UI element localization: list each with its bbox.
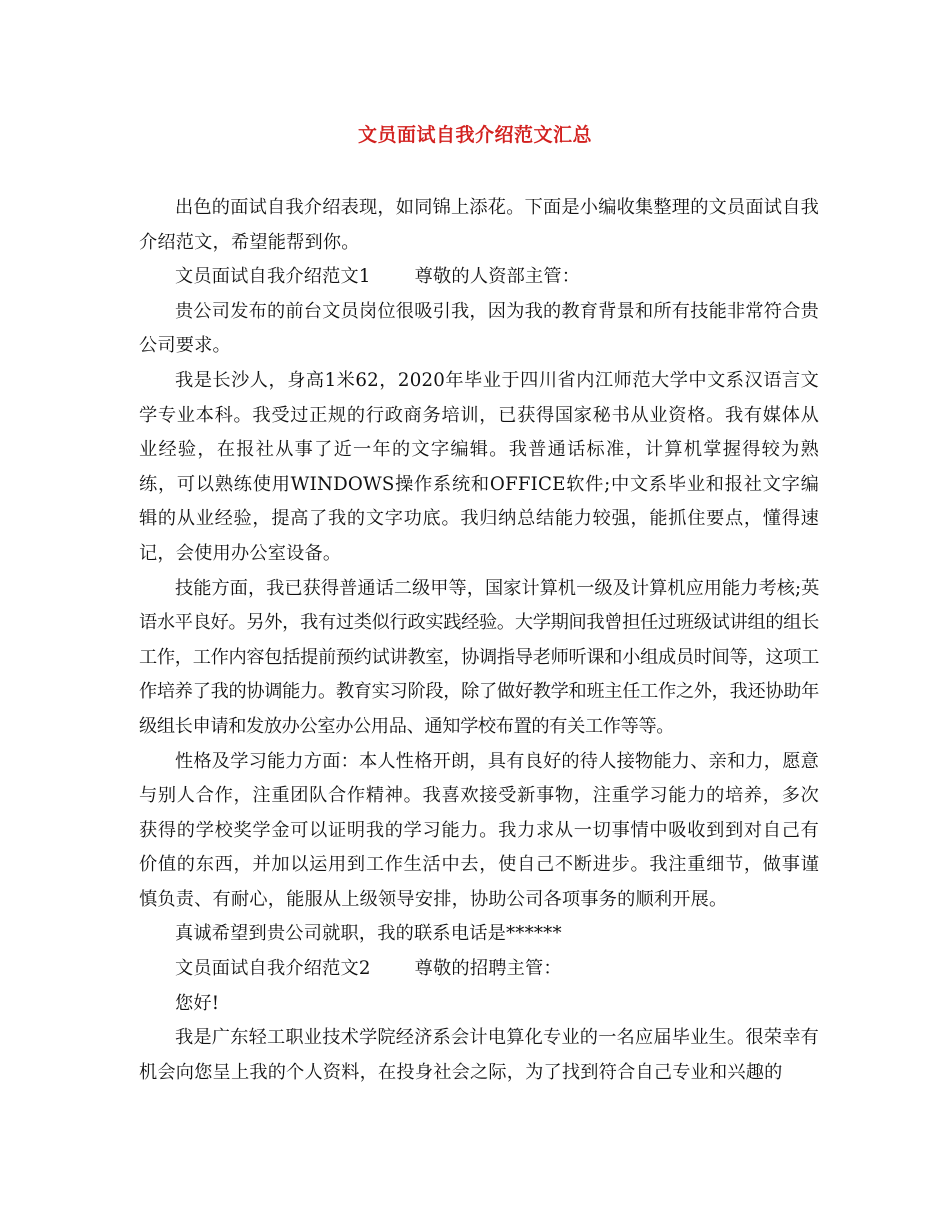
section2-greeting: 您好!: [175, 992, 220, 1014]
document-body: [139, 191, 819, 1090]
section2-heading-line: [139, 952, 819, 987]
document-title: 文员面试自我介绍范文汇总: [357, 124, 592, 146]
intro-paragraph: 出色的面试自我介绍表现，如同锦上添花。下面是小编收集整理的文员面试自我介绍范文，希望能帮到你。: [139, 197, 819, 253]
section1-paragraph-1: 贵公司发布的前台文员岗位很吸引我，因为我的教育背景和所有技能非常符合贵公司要求。: [139, 300, 819, 357]
section2-heading: 文员面试自我介绍范文2: [175, 958, 371, 980]
section1-salutation: 尊敬的人资部主管：: [414, 266, 581, 288]
section1-heading: 文员面试自我介绍范文1: [175, 266, 371, 288]
section2-paragraph-1: 我是广东轻工职业技术学院经济系会计电算化专业的一名应届毕业生。很荣幸有机会向您呈上我的个人资料，在投身社会之际，为了找到符合自己专业和兴趣的: [139, 1027, 819, 1083]
section1-paragraph-4: 性格及学习能力方面：本人性格开朗，具有良好的待人接物能力、亲和力，愿意与别人合作，注重团队合作精神。我喜欢接受新事物，注重学习能力的培养，多次获得的学校奖学金可以证明我的学习能力。我力求从一切事情中吸收到到对自己有价值的东西，并加以运用到工作生活中去，使自己不断进步。我注重细节，做事谨慎负责、有耐心，能服从上级领导安排，协助公司各项事务的顺利开展。: [139, 750, 819, 910]
section1-paragraph-5: 真诚希望到贵公司就职，我的联系电话是******: [175, 923, 562, 945]
section2-salutation: 尊敬的招聘主管：: [414, 958, 562, 980]
section1-paragraph-3: 技能方面，我已获得普通话二级甲等，国家计算机一级及计算机应用能力考核;英语水平良好。另外，我有过类似行政实践经验。大学期间我曾担任过班级试讲组的组长工作，工作内容包括提前预约试讲教室，协调指导老师听课和小组成员时间等，这项工作培养了我的协调能力。教育实习阶段，除了做好教学和班主任工作之外，我还协助年级组长申请和发放办公室办公用品、通知学校布置的有关工作等等。: [139, 577, 819, 737]
section1-paragraph-2: 我是长沙人，身高1米62，2020年毕业于四川省内江师范大学中文系汉语言文学专业本科。我受过正规的行政商务培训，已获得国家秘书从业资格。我有媒体从业经验，在报社从事了近一年的文字编辑。我普通话标准，计算机掌握得较为熟练，可以熟练使用WINDOWS操作系统和OFFICE软件;中文系毕业和报社文字编辑的从业经验，提高了我的文字功底。我归纳总结能力较强，能抓住要点，懂得速记，会使用办公室设备。: [139, 369, 819, 564]
section1-heading-line: [139, 260, 819, 295]
